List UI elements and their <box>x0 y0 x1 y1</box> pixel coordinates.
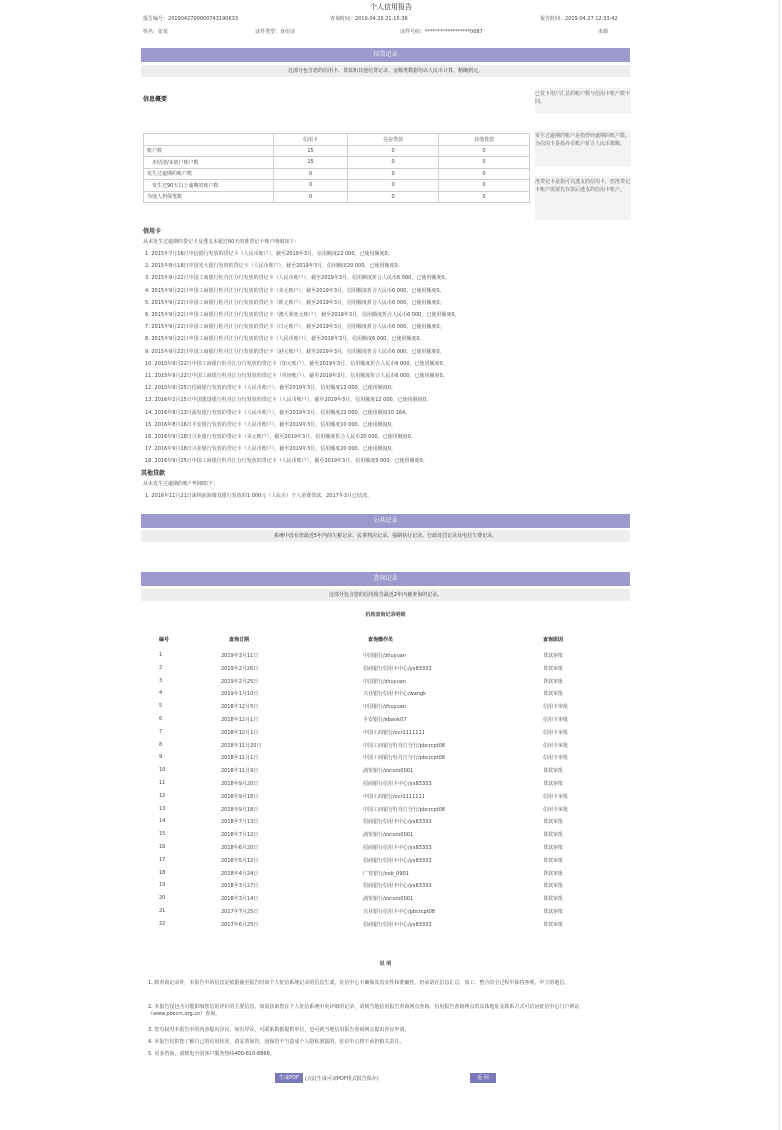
marital-status: 未婚 <box>598 29 609 35</box>
query-cell: 16 <box>159 844 166 850</box>
credit-card-item: 17. 2016年9月18日兴业银行发放的贷记卡（人民币账户），截至2019年3月，信用额度20 000，已使用额度0。 <box>145 446 396 453</box>
query-row <box>143 921 630 932</box>
other-loan-intro: 从未发生过逾期的账户明细如下： <box>143 481 219 487</box>
page-edge-divider <box>779 0 780 1130</box>
query-cell: 贷款审批 <box>543 819 564 826</box>
query-row <box>143 780 630 791</box>
credit-card-item: 7. 2015年9月22日中国工商银行牡丹江分行发放的贷记卡（日元账户），截至2019年3月，信用额度折合人民币6 000，已使用额度0。 <box>145 324 445 331</box>
query-row <box>143 831 630 842</box>
person-name: 姓名：张某 <box>143 29 169 35</box>
query-row <box>143 870 630 881</box>
summary-cell: 0 <box>274 168 348 180</box>
query-cell: 中国银行/zhuyuan <box>363 653 407 659</box>
query-cell: 贷款审批 <box>543 883 564 890</box>
query-cell: 招商银行信用卡中心/yx83333 <box>363 857 432 864</box>
query-cell: 贷款审批 <box>543 896 564 903</box>
query-cell: 贷款审批 <box>543 857 564 864</box>
summary-row-label: 账户数 <box>144 145 274 157</box>
summary-row-label: 发生过逾期的账户数 <box>144 168 274 180</box>
credit-card-item: 9. 2015年9月22日中国工商银行牡丹江分行发放的贷记卡（港元账户），截至2019年3月，信用额度折合人民币6 000，已使用额度0。 <box>145 348 445 355</box>
summary-cell: 15 <box>274 145 348 157</box>
note-item: 2. 本报告仅包含可能影响您信用评价的主要信息，如需获取您在个人征信系统中更详细的记录，请到当地信用报告查询网点查询。信用报告查询网点的具体地址及联系方式可访问征信中心门户网站（www.pbccrc.org.cn）查询。 <box>148 1004 580 1017</box>
credit-card-item: 12. 2015年9月25日招商银行发放的贷记卡（人民币账户），截至2019年3月，信用额度12 000，已使用额度0。 <box>145 385 396 392</box>
report-title: 个人信用报告 <box>370 3 412 11</box>
query-cell: 贷款审批 <box>543 845 564 851</box>
query-cell: 2019年3月11日 <box>221 653 259 659</box>
query-row <box>143 729 630 740</box>
credit-card-intro: 从未发生过逾期的贷记卡及透支未超过60天的准贷记卡账户明细如下： <box>143 239 300 245</box>
query-cell: 浦发银行/zxrxzz0001 <box>363 896 414 903</box>
query-cell: 2018年11月1日 <box>221 755 259 762</box>
query-cell: 2019年2月26日 <box>221 665 259 672</box>
note-item: 4. 本报告仅供您了解自己的信用状况，请妥善保管。因保管不当造成个人隐私泄露的，征信中心将不承担相关责任。 <box>148 1039 405 1045</box>
query-cell: 贷款审批 <box>543 768 564 775</box>
query-cell: 7 <box>159 728 163 735</box>
credit-card-item: 4. 2015年9月22日中国工商银行牡丹江分行发放的贷记卡（美元账户），截至2019年3月，信用额度折合人民币6 000，已使用额度0。 <box>145 287 445 294</box>
summary-label: 信息概要 <box>143 96 168 103</box>
credit-card-item: 13. 2016年2月15日中国建设银行牡丹江分行发放的贷记卡（人民币账户），截至2019年3月，信用额度12 000，已使用额度0。 <box>145 397 431 404</box>
other-loan-item: 1. 2016年11月21日深圳前海微众银行发放的1 000元（人民币）个人消费贷款，2017年3月已结清。 <box>145 493 373 499</box>
credit-card-item: 8. 2015年9月22日中国工商银行牡丹江分行发放的贷记卡（人民币账户），截至2019年3月，信用额度6 000，已使用额度0。 <box>145 336 425 343</box>
summary-cell: 0 <box>439 180 530 192</box>
query-cell: 2018年7月13日 <box>221 819 259 826</box>
credit-card-item: 2. 2015年8月18日中国光大银行发放的贷记卡（人民币账户），截至2019年3月，信用额度20 000，已使用额度0。 <box>145 263 403 270</box>
query-section-bar: 查询记录 <box>141 572 630 586</box>
report-no: 报告编号：2019042700000743190633 <box>143 16 239 22</box>
query-cell: 招商银行信用卡中心/yx83333 <box>363 845 432 851</box>
notes-title: 说 明 <box>379 961 392 967</box>
summary-header-row <box>144 134 530 146</box>
query-cell: 信用卡审批 <box>543 717 569 723</box>
query-cell: 贷款审批 <box>543 832 564 839</box>
query-cell: 兴业银行信用卡中心/wangk <box>363 691 427 698</box>
summary-cell: 0 <box>439 145 530 157</box>
summary-cell: 0 <box>348 180 439 192</box>
query-table-title: 机构查询记录明细 <box>365 612 406 618</box>
summary-row-label: 未结清/未销户账户数 <box>144 157 274 169</box>
summary-header-cell <box>144 134 274 146</box>
query-cell: 浦发银行/zxrxzz0001 <box>363 768 414 775</box>
public-section-sub: 系统中没有您最近5年内的欠税记录、民事判决记录、强制执行记录、行政处罚记录及电信欠费记录。 <box>141 530 630 542</box>
query-cell: 中国银行/zhuyuan <box>363 704 407 711</box>
credit-card-item: 3. 2015年9月22日中国工商银行牡丹江分行发放的贷记卡（人民币账户），截至2019年3月，信用额度折合人民币6 000，已使用额度0。 <box>145 275 450 282</box>
query-cell: 2018年11月9日 <box>221 768 259 775</box>
summary-row <box>144 168 530 180</box>
query-cell: 贷款审批 <box>543 781 564 787</box>
credit-section-bar: 信贷记录 <box>141 48 630 62</box>
summary-row-label: 为他人担保笔数 <box>144 191 274 203</box>
other-loan-label: 其他贷款 <box>141 470 166 477</box>
query-header-row <box>143 636 630 647</box>
credit-section-sub: 这部分包含您的信用卡、贷款和其他信贷记录。金额类数据均以人民币计算，精确到元。 <box>141 65 630 77</box>
query-cell: 2018年12月1日 <box>221 717 259 723</box>
summary-cell: 0 <box>348 191 439 203</box>
query-row <box>143 844 630 855</box>
query-cell: 18 <box>159 869 166 876</box>
query-cell: 2018年9月18日 <box>221 806 259 813</box>
credit-card-label: 信用卡 <box>143 228 162 235</box>
summary-header-cell: 其他贷款 <box>439 134 530 146</box>
query-cell: 2018年5月12日 <box>221 857 259 864</box>
summary-cell: 0 <box>439 191 530 203</box>
query-row <box>143 857 630 868</box>
query-cell: 2018年12月5日 <box>221 704 259 711</box>
query-row <box>143 793 630 804</box>
query-cell: 招商银行信用卡中心/yx83333 <box>363 921 432 928</box>
query-cell: 贷款审批 <box>543 921 564 928</box>
query-cell: 4 <box>159 690 163 697</box>
query-cell: 信用卡审批 <box>543 755 569 762</box>
query-cell: 2019年1月10日 <box>221 691 259 698</box>
query-cell: 贷款审批 <box>543 870 564 877</box>
query-cell: 信用卡审批 <box>543 742 569 749</box>
query-cell: 浦发银行/zxrxzz0001 <box>363 832 414 839</box>
query-cell: 招商银行信用卡中心/yx83333 <box>363 883 432 890</box>
summary-cell: 0 <box>274 191 348 203</box>
credit-card-item: 6. 2015年9月22日中国工商银行牡丹江分行发放的贷记卡（澳大利亚元账户），截至2019年3月，信用额度折合人民币6 000，已使用额度0。 <box>145 312 460 318</box>
query-row <box>143 703 630 714</box>
summary-table <box>143 133 530 203</box>
query-cell: 招商银行信用卡中心/yx83333 <box>363 819 432 826</box>
query-cell: 2019年2月25日 <box>221 678 259 685</box>
query-cell: 广发银行/ceb_0901 <box>363 870 409 877</box>
credit-card-item: 16. 2016年9月18日兴业银行发放的贷记卡（美元账户），截至2019年3月，信用额度折合人民币20 000，已使用额度0。 <box>145 434 416 440</box>
query-cell: 招商银行信用卡中心/yx83333 <box>363 665 432 672</box>
query-cell: 14 <box>159 818 166 825</box>
query-header-cell: 查询日期 <box>229 637 250 643</box>
generate-pdf-button[interactable]: 生成PDF <box>275 1073 303 1083</box>
report-time: 报告时间：2019.04.27 12:33:42 <box>540 16 618 22</box>
note-item: 1. 除查询记录外，本报告中的信息是依据截至报告时间个人征信系统记录的信息生成，征信中心不确保其真实性和准确性，但承诺在信息汇总、加工、整合的全过程中保持客观、中立的地位。 <box>148 980 570 986</box>
query-row <box>143 742 630 753</box>
query-cell: 2017年6月25日 <box>221 921 259 928</box>
query-cell: 中国银行/zhuyuan <box>363 678 407 685</box>
query-row <box>143 690 630 701</box>
summary-cell: 0 <box>439 157 530 169</box>
query-cell: 5 <box>159 703 163 710</box>
query-row <box>143 882 630 893</box>
query-cell: 信用卡审批 <box>543 806 569 813</box>
query-cell: 2018年6月20日 <box>221 845 259 851</box>
summary-cell: 0 <box>274 180 348 192</box>
query-cell: 中国工商银行牡丹江分行/pbcrcpt08 <box>363 755 445 762</box>
query-row <box>143 716 630 727</box>
query-cell: 2018年11月20日 <box>221 742 262 749</box>
summary-cell: 0 <box>348 157 439 169</box>
summary-cell: 0 <box>348 145 439 157</box>
query-cell: 2017年7月25日 <box>221 909 259 915</box>
summary-row <box>144 145 530 157</box>
pdf-hint: (点此生成可读PDF格式报告保存) <box>305 1076 379 1082</box>
summary-row-label: 发生过90天以上逾期的账户数 <box>144 180 274 192</box>
note-item: 5. 更多咨询，请致电全国客户服务热线400-810-8866。 <box>148 1051 275 1057</box>
query-cell: 11 <box>159 780 166 786</box>
query-cell: 平安银行/ebank07 <box>363 717 407 723</box>
query-cell: 17 <box>159 856 166 863</box>
query-cell: 8 <box>159 741 163 748</box>
query-row <box>143 652 630 663</box>
credit-card-item: 1. 2015年7月16日中信银行发放的贷记卡（人民币账户），截至2019年3月，信用额度22 000，已使用额度0。 <box>145 251 393 257</box>
query-cell: 招商银行信用卡中心/yx83333 <box>363 781 432 787</box>
query-time: 查询时间：2019.04.26 21:15:36 <box>330 16 408 22</box>
query-cell: 2018年7月12日 <box>221 832 259 839</box>
query-cell: 中国工商银行牡丹江分行/pbcrcpt08 <box>363 806 445 813</box>
side-note-3: 准贷记卡是指可以透支的信用卡，但准贷记卡账户需要先存款后透支的信用卡账户。 <box>535 179 631 193</box>
query-cell: 中国工商银行牡丹江分行/pbcrcpt08 <box>363 742 445 749</box>
query-header-cell: 查询操作员 <box>368 637 394 643</box>
query-cell: 兴业银行信用卡中心/pbcrcpt08 <box>363 909 435 915</box>
query-cell: 6 <box>159 716 163 722</box>
query-cell: 20 <box>159 895 166 902</box>
query-cell: 信用卡审批 <box>543 729 569 736</box>
side-note-1: 已发卡用户汇总的账户数与信用卡账户数不同。 <box>535 91 631 105</box>
query-row <box>143 806 630 817</box>
credit-card-item: 5. 2015年9月22日中国工商银行牡丹江分行发放的贷记卡（欧元账户），截至2019年3月，信用额度折合人民币6 000，已使用额度0。 <box>145 299 445 306</box>
query-row <box>143 818 630 829</box>
summary-row <box>144 180 530 192</box>
query-cell: 2018年12月1日 <box>221 729 259 736</box>
query-cell: 中国工商银行/ocr1111111 <box>363 729 425 736</box>
query-section-sub: 这部分包含您的信用报告最近2年内被查询的记录。 <box>141 589 630 601</box>
credit-card-item: 18. 2016年9月25日中国工商银行牡丹江分行发放的贷记卡（人民币账户），截至2019年3月，信用额度5 000，已使用额度0。 <box>145 458 428 465</box>
query-cell: 12 <box>159 792 166 799</box>
summary-cell: 0 <box>439 168 530 180</box>
summary-cell: 15 <box>274 157 348 169</box>
query-cell: 贷款审批 <box>543 909 564 915</box>
query-cell: 13 <box>159 805 166 812</box>
credit-card-item: 15. 2016年8月16日平安银行发放的贷记卡（人民币账户），截至2019年3月，信用额度10 000，已使用额度0。 <box>145 421 396 428</box>
query-header-cell: 编号 <box>159 637 170 643</box>
query-cell: 1 <box>159 652 163 658</box>
query-cell: 中国工商银行/ocr1111111 <box>363 793 425 800</box>
public-section-bar: 公共记录 <box>141 514 630 528</box>
credit-card-item: 14. 2016年8月13日浦发银行发放的贷记卡（人民币账户），截至2019年3月，信用额度22 000，已使用额度10 164。 <box>145 409 411 416</box>
query-cell: 9 <box>159 754 163 761</box>
query-cell: 2018年4月24日 <box>221 870 259 877</box>
query-cell: 信用卡审批 <box>543 793 569 800</box>
credit-card-item: 11. 2015年9月22日中国工商银行牡丹江分行发放的贷记卡（英镑账户），截至2019年3月，信用额度折合人民币6 000，已使用额度0。 <box>145 373 448 379</box>
query-cell: 2018年9月18日 <box>221 793 259 800</box>
query-row <box>143 665 630 676</box>
query-cell: 贷款审批 <box>543 678 564 685</box>
query-row <box>143 754 630 765</box>
summary-header-cell: 信用卡 <box>274 134 348 146</box>
query-cell: 2018年9月20日 <box>221 781 259 787</box>
id-number: 证件号码：******************0087 <box>400 29 483 35</box>
query-cell: 2018年3月27日 <box>221 883 259 890</box>
query-cell: 10 <box>159 767 166 774</box>
side-note-2: 发生过逾期的账户是指曾经逾期的账户数。为信用卡是指外币账户折合人民币数额。 <box>535 133 631 147</box>
query-cell: 21 <box>159 908 166 914</box>
query-cell: 贷款审批 <box>543 665 564 672</box>
query-row <box>143 895 630 906</box>
query-cell: 贷款审批 <box>543 691 564 698</box>
summary-header-cell: 住房贷款 <box>348 134 439 146</box>
summary-cell: 0 <box>348 168 439 180</box>
credit-card-item: 10. 2015年9月22日中国工商银行牡丹江分行发放的贷记卡（加元账户），截至2019年3月，信用额度折合人民币6 000，已使用额度0。 <box>145 360 448 367</box>
query-row <box>143 678 630 689</box>
id-type: 证件类型：身份证 <box>255 29 296 35</box>
note-item: 3. 您有权对本报告中的内容提出异议。如有异议，可联系数据提供单位，也可到当地信用报告查询网点提出异议申请。 <box>148 1027 410 1033</box>
query-cell: 信用卡审批 <box>543 704 569 711</box>
query-cell: 贷款审批 <box>543 653 564 659</box>
query-cell: 3 <box>159 677 163 684</box>
query-cell: 15 <box>159 831 166 838</box>
query-row <box>143 767 630 778</box>
query-cell: 2 <box>159 664 163 671</box>
query-cell: 22 <box>159 920 166 927</box>
query-row <box>143 908 630 919</box>
query-header-cell: 查询原因 <box>543 637 564 643</box>
back-button[interactable]: 返 回 <box>470 1073 496 1083</box>
summary-row <box>144 157 530 169</box>
query-cell: 19 <box>159 882 166 889</box>
query-cell: 2018年3月14日 <box>221 896 259 903</box>
summary-row <box>144 191 530 203</box>
